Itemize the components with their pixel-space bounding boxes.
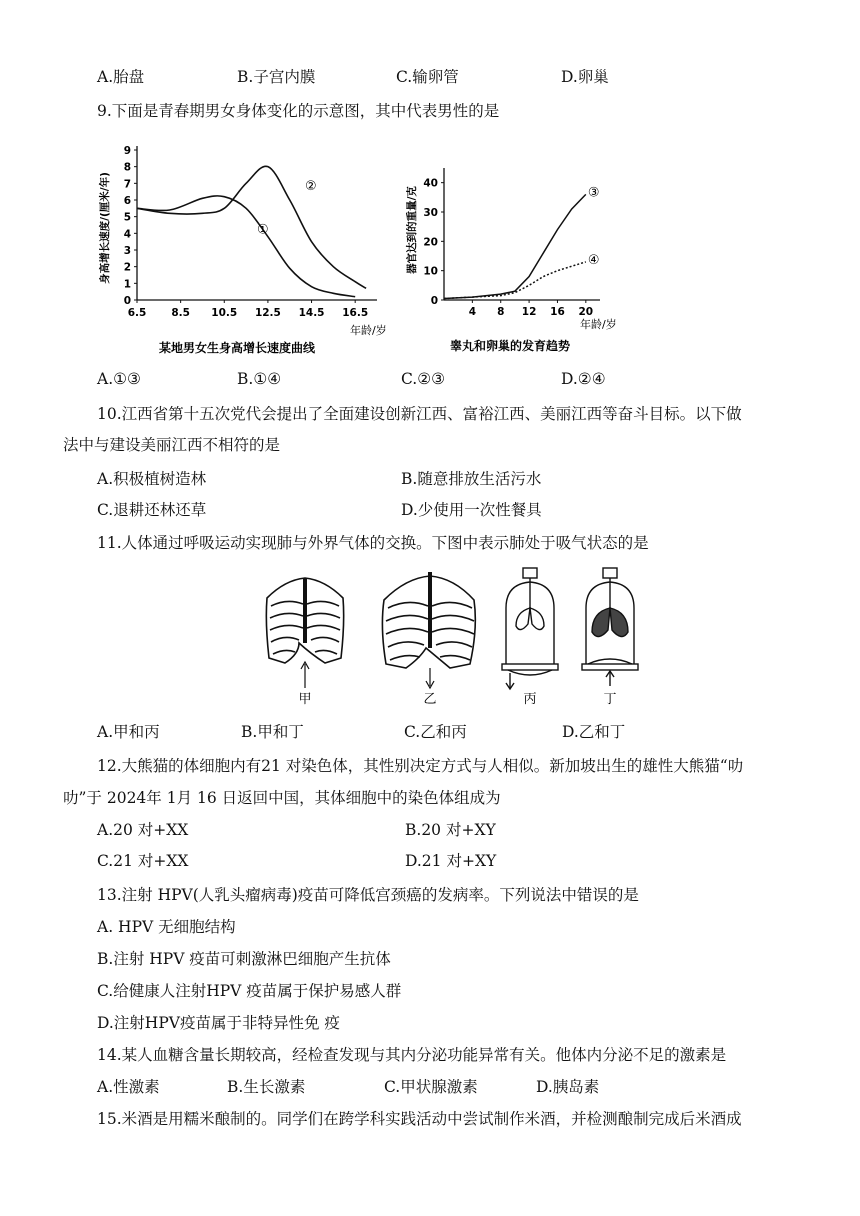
height-growth-chart [95, 138, 395, 360]
ribcage-jia-icon [266, 578, 343, 688]
chart1-ytick-label: 5 [123, 211, 131, 224]
chart2-ytick-label: 30 [423, 207, 438, 219]
chart1-xtick-label: 12.5 [254, 307, 281, 319]
chart2-ytick-label: 20 [423, 236, 438, 249]
q8-option-b: B.子宫内膜 [237, 68, 316, 86]
chart2-series-line [444, 194, 586, 298]
chart2-series-label: ④ [587, 252, 600, 268]
chart1-xtick-label: 6.5 [127, 307, 147, 319]
chart1-ytick-label: 6 [123, 195, 131, 207]
q9-option-c: C.②③ [401, 370, 446, 388]
chart2-ytick-label: 0 [430, 295, 438, 307]
chart1-xlabel: 年龄/岁 [350, 324, 387, 337]
chart1-ytick-label: 2 [123, 261, 131, 274]
q9-option-d: D.②④ [561, 370, 606, 388]
q11-option-b: B.甲和丁 [241, 723, 304, 741]
q13-stem: 13.注射 HPV(人乳头瘤病毒)疫苗可降低宫颈癌的发病率。下列说法中错误的是 [97, 886, 639, 904]
chart1-ytick-label: 1 [123, 278, 131, 291]
q14-option-d: D.胰岛素 [536, 1078, 600, 1096]
chart1-ytick-label: 0 [123, 295, 131, 307]
chart2-series-label: ③ [587, 185, 600, 201]
q13-option-a: A. HPV 无细胞结构 [97, 918, 236, 936]
q10-option-d: D.少使用一次性餐具 [401, 501, 542, 519]
q9-option-b: B.①④ [237, 370, 282, 388]
chart1-ylabel: 身高增长速度/(厘米/年) [99, 172, 111, 284]
label-ding: 丁 [603, 692, 617, 707]
q13-option-d: D.注射HPV疫苗属于非特异性免 疫 [97, 1014, 340, 1032]
q10-option-b: B.随意排放生活污水 [401, 470, 542, 488]
q14-option-b: B.生长激素 [227, 1078, 306, 1096]
chart2-series-line [444, 262, 586, 299]
chart1-axes [124, 145, 377, 319]
q12-option-a: A.20 对+XX [97, 821, 189, 839]
chart2-ytick-label: 10 [423, 265, 438, 278]
chart2-lines [444, 185, 599, 298]
chart1-ytick-label: 4 [123, 228, 131, 241]
label-bing: 丙 [523, 692, 537, 707]
q12-stem-line1: 12.大熊猫的体细胞内有21 对染色体，其性别决定方式与人相似。新加坡出生的雄性大熊猫“叻 [97, 757, 744, 775]
q11-option-a: A.甲和丙 [97, 723, 160, 741]
chart1-xtick-label: 16.5 [342, 307, 369, 319]
breathing-diagram [255, 568, 655, 707]
chart1-xtick-label: 10.5 [211, 307, 238, 319]
q12-option-b: B.20 对+XY [405, 821, 496, 839]
q10-stem-line2: 法中与建设美丽江西不相符的是 [63, 436, 281, 454]
q11-stem: 11.人体通过呼吸运动实现肺与外界气体的交换。下图中表示肺处于吸气状态的是 [97, 534, 649, 552]
chart2-xtick-label: 12 [521, 306, 537, 318]
q10-option-c: C.退耕还林还草 [97, 501, 207, 519]
label-jia: 甲 [298, 692, 312, 707]
chart2-xtick-label: 20 [578, 306, 594, 318]
q14-stem: 14.某人血糖含量长期较高，经检查发现与其内分泌功能异常有关。他体内分泌不足的激素是 [97, 1046, 727, 1064]
q10-stem-line1: 10.江西省第十五次党代会提出了全面建设创新江西、富裕江西、美丽江西等奋斗目标。以下做 [97, 405, 742, 423]
chart1-series-line [137, 196, 355, 297]
chart1-series-label: ① [257, 222, 269, 238]
q11-option-c: C.乙和丙 [404, 723, 467, 741]
q8-option-a: A.胎盘 [97, 68, 145, 86]
chart2-axes [423, 168, 600, 318]
q8-option-c: C.输卵管 [396, 68, 459, 86]
bell-jar-bing-icon [502, 568, 558, 689]
chart1-ytick-label: 7 [123, 178, 131, 191]
q12-stem-line2: 叻”于 2024年 1月 16 日返回中国，其体细胞中的染色体组成为 [63, 789, 501, 807]
label-yi: 乙 [423, 692, 437, 707]
chart2-ytick-label: 40 [423, 177, 438, 190]
chart1-series-label: ② [305, 179, 317, 194]
bell-jar-ding-icon [582, 568, 638, 686]
chart1-ytick-label: 3 [123, 245, 131, 257]
chart2-xtick-label: 4 [468, 306, 477, 318]
chart1-ytick-label: 9 [123, 145, 131, 157]
chart1-xtick-label: 14.5 [298, 307, 325, 319]
q13-option-b: B.注射 HPV 疫苗可刺激淋巴细胞产生抗体 [97, 950, 391, 968]
q11-option-d: D.乙和丁 [562, 723, 626, 741]
chart2-xlabel: 年龄/岁 [580, 318, 617, 331]
ribcage-yi-icon [382, 572, 475, 688]
chart2-xtick-label: 8 [497, 306, 505, 318]
q9-option-a: A.①③ [97, 370, 141, 388]
chart1-ytick-label: 8 [123, 161, 131, 174]
chart1-series-line [137, 166, 366, 288]
q14-option-c: C.甲状腺激素 [384, 1078, 478, 1096]
q10-option-a: A.积极植树造林 [97, 470, 207, 488]
chart2-xtick-label: 16 [550, 306, 565, 318]
chart1-xtick-label: 8.5 [171, 307, 190, 319]
q14-option-a: A.性激素 [97, 1078, 160, 1096]
q12-option-d: D.21 对+XY [405, 852, 497, 870]
q8-option-d: D.卵巢 [561, 68, 609, 86]
chart1-lines [137, 166, 366, 296]
q9-stem: 9.下面是青春期男女身体变化的示意图，其中代表男性的是 [97, 102, 500, 120]
gonad-development-chart [400, 160, 630, 360]
q15-stem: 15.米酒是用糯米酿制的。同学们在跨学科实践活动中尝试制作米酒，并检测酿制完成后米酒成 [97, 1110, 742, 1128]
chart1-title: 某地男女生身高增长速度曲线 [158, 341, 316, 355]
chart2-title: 睾丸和卵巢的发育趋势 [449, 339, 571, 353]
q13-option-c: C.给健康人注射HPV 疫苗属于保护易感人群 [97, 982, 402, 1000]
q12-option-c: C.21 对+XX [97, 852, 189, 870]
chart2-ylabel: 器官达到的重量/克 [406, 186, 418, 274]
